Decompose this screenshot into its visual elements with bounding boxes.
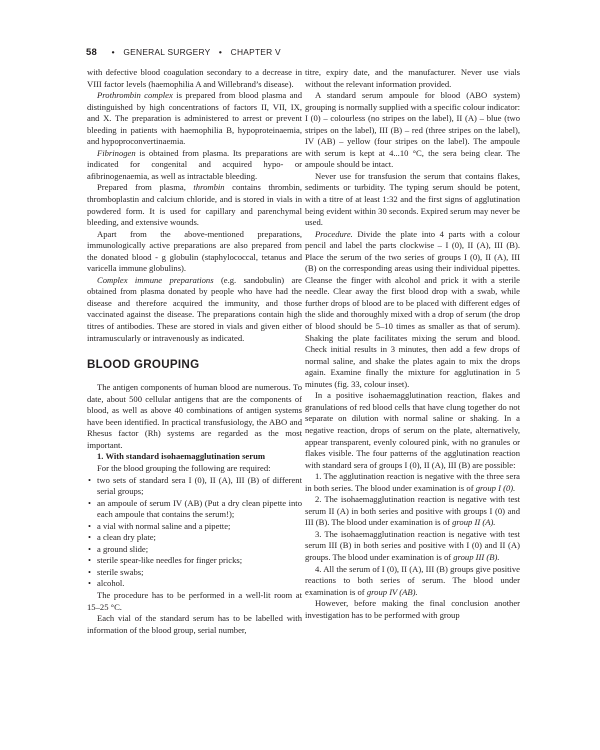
blood-group-label: group III (B). xyxy=(453,551,500,562)
paragraph-however: However, before making the final conclusion another investigation has to be performed with group xyxy=(305,598,520,620)
term-procedure: Procedure. xyxy=(315,228,353,239)
term-fibrinogen: Fibrinogen xyxy=(97,147,136,158)
equipment-list xyxy=(87,475,302,590)
subheading: 1. With standard isohaemagglutination serum xyxy=(97,451,266,462)
list-item: • alcohol. xyxy=(87,578,302,590)
paragraph-result-3: 3. The isohaemagglutination reaction is negative with test serum III (B) in both series and positive with I (0) and II (A) groups. The blood under examination is of group III (B). xyxy=(305,528,520,562)
term-prothrombin-complex: Prothrombin complex xyxy=(97,90,173,101)
paragraph-procedure-room: The procedure has to be performed in a well-lit room at 15–25 °C. xyxy=(87,589,302,612)
paragraph-positive-reaction: In a positive isohaemagglutination reaction, flakes and granulations of red blood cells that have clung together do not separate on dilution with normal saline or shaking. In a negative reaction, drops of serum on the plate, alternatively, appear transparent, evenly coloured pink, with no granules or flakes visible. The four patterns of the agglutination reaction with standard sera of groups I (0), II (A), III (B) are possible: xyxy=(305,390,520,470)
term-complex-immune: Complex immune preparations xyxy=(97,274,214,285)
section-title: BLOOD GROUPING xyxy=(87,358,200,372)
header-chapter: CHAPTER V xyxy=(230,47,281,57)
paragraph-prothrombin: Prothrombin complex is prepared from blood plasma and distinguished by high concentrations of factors II, VII, IX, and X. The preparation is administered to arrest or prevent bleeding in patients with haemophilia B, hypoproteinaemia, and hypoproconvertinaemia. xyxy=(87,90,302,147)
header-separator: • xyxy=(111,47,115,57)
list-item: • sterile swabs; xyxy=(87,567,302,579)
list-item: • a vial with normal saline and a pipette; xyxy=(87,521,302,533)
blood-group-label: group IV (AB). xyxy=(366,586,418,597)
header-separator: • xyxy=(218,47,223,57)
paragraph-immunological: Apart from the above-mentioned preparations, immunologically active preparations are also prepared from the donated blood - g globulin (staphylococcal, tetanus and varicella immune globulins). xyxy=(87,228,302,274)
list-item: • a clean dry plate; xyxy=(87,532,302,544)
term-thrombin: thrombin xyxy=(193,182,225,193)
paragraph-titre: titre, expiry date, and the manufacturer. Never use vials without the relevant information provided. xyxy=(305,67,520,89)
list-item: • a ground slide; xyxy=(87,544,302,556)
paragraph-never-use: Never use for transfusion the serum that contains flakes, sediments or turbidity. The typing serum should be potent, with a titre of at least 1:32 and the first signs of agglutination being evident within 30 seconds. Expired serum may never be used. xyxy=(305,170,520,228)
paragraph-result-4: 4. All the serum of I (0), II (A), III (B) groups give positive reactions to both series of serum. The blood under examination is of group IV (AB). xyxy=(305,563,520,597)
header-section: GENERAL SURGERY xyxy=(123,47,211,57)
running-header xyxy=(86,47,526,59)
list-item: • two sets of standard sera I (0), II (A), III (B) of different serial groups; xyxy=(87,475,302,498)
paragraph-continuation: with defective blood coagulation secondary to a decrease in VIII factor levels (haemophilia A and Willebrand’s disease). xyxy=(87,67,302,89)
paragraph-result-1: 1. The agglutination reaction is negative with the three sera in both series. The blood under examination is of group I (0). xyxy=(305,471,520,493)
blood-group-label: group I (0). xyxy=(475,482,516,493)
paragraph-result-2: 2. The isohaemagglutination reaction is negative with test serum II (A) in both series and positive with groups I (0) and III (B). The blood under examination is of group II (A). xyxy=(305,494,520,528)
page-number: 58 xyxy=(86,47,98,58)
list-item: • an ampoule of serum IV (AB) (Put a dry clean pipette into each ampoule that contains the serum!); xyxy=(87,498,302,521)
left-column xyxy=(87,67,302,636)
paragraph-complex-immune: Complex immune preparations (e.g. sandobulin) are obtained from plasma donated by people who have had the disease and therefore acquired the immunity, and those vaccinated against the disease. The preparations contain high titres of antibodies. These are stored in vials and given either intramuscularly or intravenously as indicated. xyxy=(87,274,302,343)
paragraph-ampoule: A standard serum ampoule for blood (ABO system) grouping is normally supplied with a specific colour indicator: I (0) – colourless (no stripes on the label), II (A) – blue (two stripes on the label), III (B) – red (three stripes on the label), IV (AB) – yellow (four stripes on the label). The ampoule with serum is kept at 4...10 °C, the sera being clear. The ampoule should be intact. xyxy=(305,90,520,170)
list-item: • sterile spear-like needles for finger pricks; xyxy=(87,555,302,567)
paragraph-procedure: Procedure. Divide the plate into 4 parts with a colour pencil and label the parts clockwise – I (0), II (A), III (B). Place the serum of the two series of groups I (0), II (A), III (B) on the corresponding areas using their individual pipettes. Cleanse the finger with alcohol and prick it with a sterile needle. Clear away the first blood drop with a swab, while further drops of blood are to be placed with different edges of the slide and thoroughly mixed with a drop of serum (the drop of blood should be 5–10 times as smaller as that of serum). Shaking the plate facilitates mixing the serum and blood. Check initial results in 3 minutes, then add a few drops of normal saline, and shake the plates again to mix the drops again. Examine finally the mixture for agglutination in 5 minutes (fig. 33, colour inset). xyxy=(305,228,520,389)
paragraph-fibrinogen: Fibrinogen is obtained from plasma. Its preparations are indicated for congenital and acquired hypo- or afibrinogenaemia, as well as intractable bleeding. xyxy=(87,147,302,181)
paragraph-vial-label: Each vial of the standard serum has to be labelled with information of the blood group, serial number, xyxy=(87,613,302,635)
paragraph-required: For the blood grouping the following are required: xyxy=(97,462,271,473)
blood-group-label: group II (A). xyxy=(452,517,496,528)
paragraph-thrombin: Prepared from plasma, thrombin contains thrombin, thromboplastin and calcium chloride, and is stored in vials in powdered form. It is used for capillary and parenchymal bleeding, and extensive wounds. xyxy=(87,182,302,228)
paragraph-antigen: The antigen components of human blood are numerous. To date, about 500 cellular antigens that are the components of blood, as well as above 40 combinations of antigen systems have been identified. In practical transfusiology, the ABO and Rhesus factor (Rh) systems are regarded as the most important. xyxy=(87,382,302,450)
right-column xyxy=(305,67,520,621)
